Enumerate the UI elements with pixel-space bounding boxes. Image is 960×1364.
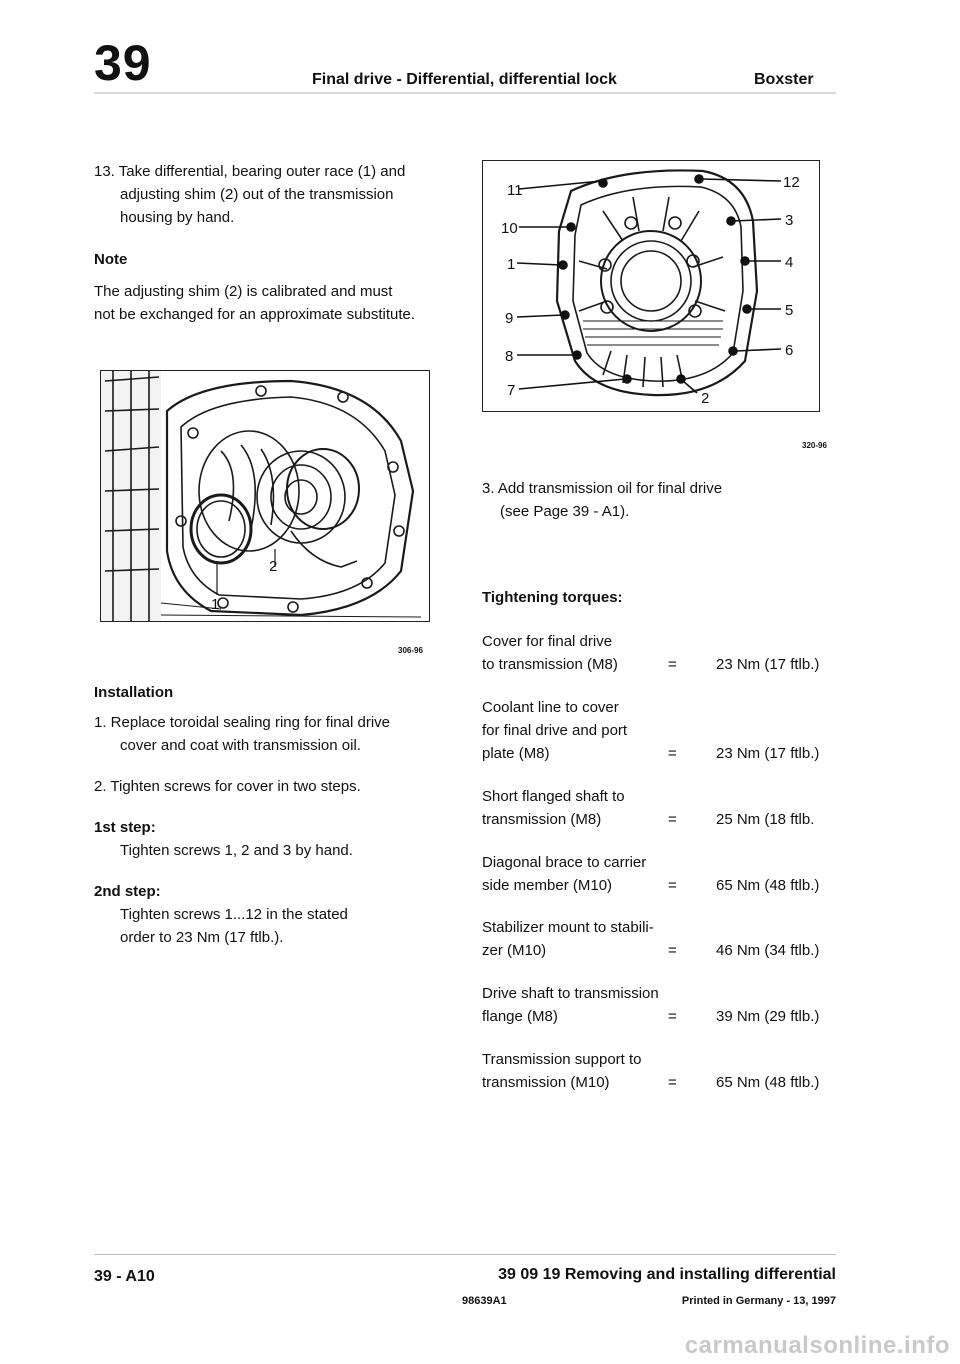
torque-label-line: zer (M10) (482, 942, 547, 959)
torque-value: 23 Nm (17 ftlb.) (716, 745, 820, 762)
step-1-line-2: cover and coat with transmission oil. (120, 737, 361, 754)
torque-equals: = (668, 745, 677, 762)
footer-rule (94, 1254, 836, 1255)
figure-label: 3 (785, 212, 794, 229)
header-model: Boxster (754, 71, 814, 88)
first-step-text: Tighten screws 1, 2 and 3 by hand. (120, 842, 353, 859)
figure-label: 11 (507, 182, 523, 199)
figure-label: 7 (507, 382, 516, 399)
torque-label-line: Drive shaft to transmission (482, 985, 659, 1002)
note-heading: Note (94, 251, 128, 268)
torque-label-line: Coolant line to cover (482, 699, 619, 716)
torque-label-line: for final drive and port (482, 722, 628, 739)
figure-label: 9 (505, 310, 514, 327)
torque-item-label (482, 851, 682, 897)
header-title: Final drive - Differential, differential lock (312, 71, 617, 88)
footer-page-number: 39 - A10 (94, 1268, 155, 1285)
cover-screw-order-figure (482, 160, 820, 412)
figure-label: 1 (211, 596, 220, 613)
torque-equals: = (668, 877, 677, 894)
torque-value: 65 Nm (48 ftlb.) (716, 1074, 820, 1091)
torque-item-label (482, 916, 682, 962)
torque-label-line: Stabilizer mount to stabili- (482, 919, 654, 936)
torque-label-line: side member (M10) (482, 877, 613, 894)
step-13: 13. Take differential, bearing outer race (1) and (94, 163, 406, 180)
figure-label: 6 (785, 342, 794, 359)
torque-value: 46 Nm (34 ftlb.) (716, 942, 820, 959)
footer-printed: Printed in Germany - 13, 1997 (681, 1295, 836, 1307)
torque-equals: = (668, 811, 677, 828)
figure-label: 10 (501, 220, 518, 237)
step-3-line-1: 3. Add transmission oil for final drive (482, 480, 723, 497)
figure-code: 320-96 (802, 441, 827, 450)
figure-label: 8 (505, 348, 514, 365)
step-3-line-2: (see Page 39 - A1). (500, 503, 630, 520)
torque-label-line: transmission (M10) (482, 1074, 610, 1091)
step-13-cont-2: housing by hand. (120, 209, 235, 226)
figure-label: 2 (701, 390, 710, 407)
torque-label-line: Cover for final drive (482, 633, 613, 650)
step-1-line-1: 1. Replace toroidal sealing ring for final drive (94, 714, 390, 731)
torque-label-line: Transmission support to (482, 1051, 642, 1068)
second-step-heading: 2nd step: (94, 883, 161, 900)
torque-item-label (482, 630, 682, 676)
figure-label: 2 (269, 558, 278, 575)
torque-label-line: plate (M8) (482, 745, 550, 762)
torque-value: 65 Nm (48 ftlb.) (716, 877, 820, 894)
torque-label-line: Short flanged shaft to (482, 788, 625, 805)
torque-item-label (482, 1048, 682, 1094)
step-2: 2. Tighten screws for cover in two steps. (94, 778, 361, 795)
chapter-number: 39 (94, 35, 152, 91)
torque-item-label (482, 785, 682, 831)
torque-label-line: to transmission (M8) (482, 656, 618, 673)
torque-item-label (482, 982, 682, 1028)
torque-value: 23 Nm (17 ftlb.) (716, 656, 820, 673)
torque-equals: = (668, 1074, 677, 1091)
torque-label-line: flange (M8) (482, 1008, 558, 1025)
note-line-1: The adjusting shim (2) is calibrated and must (94, 283, 393, 300)
figure-label: 12 (783, 174, 800, 191)
figure-code: 306-96 (398, 646, 423, 655)
differential-removal-figure (100, 370, 430, 622)
torque-equals: = (668, 1008, 677, 1025)
figure-label: 1 (507, 256, 516, 273)
torque-label-line: Diagonal brace to carrier (482, 854, 647, 871)
step-13-cont-1: adjusting shim (2) out of the transmission (120, 186, 394, 203)
first-step-heading: 1st step: (94, 819, 156, 836)
torques-heading: Tightening torques: (482, 589, 623, 606)
figure-label: 5 (785, 302, 794, 319)
torque-equals: = (668, 656, 677, 673)
watermark: carmanualsonline.info (684, 1332, 950, 1359)
figure-label: 4 (785, 254, 794, 271)
torque-equals: = (668, 942, 677, 959)
note-line-2: not be exchanged for an approximate substitute. (94, 306, 416, 323)
footer-code: 98639A1 (462, 1295, 507, 1307)
second-step-line-1: Tighten screws 1...12 in the stated (120, 906, 348, 923)
footer-title: 39 09 19 Removing and installing differential (498, 1266, 836, 1283)
cover-screw-order-drawing (483, 161, 819, 411)
torque-label-line: transmission (M8) (482, 811, 602, 828)
second-step-line-2: order to 23 Nm (17 ftlb.). (120, 929, 284, 946)
header-rule (94, 92, 836, 94)
installation-heading: Installation (94, 684, 174, 701)
differential-removal-drawing (101, 371, 429, 621)
torque-item-label (482, 696, 682, 765)
torque-value: 39 Nm (29 ftlb.) (716, 1008, 820, 1025)
torque-value: 25 Nm (18 ftlb. (716, 811, 815, 828)
